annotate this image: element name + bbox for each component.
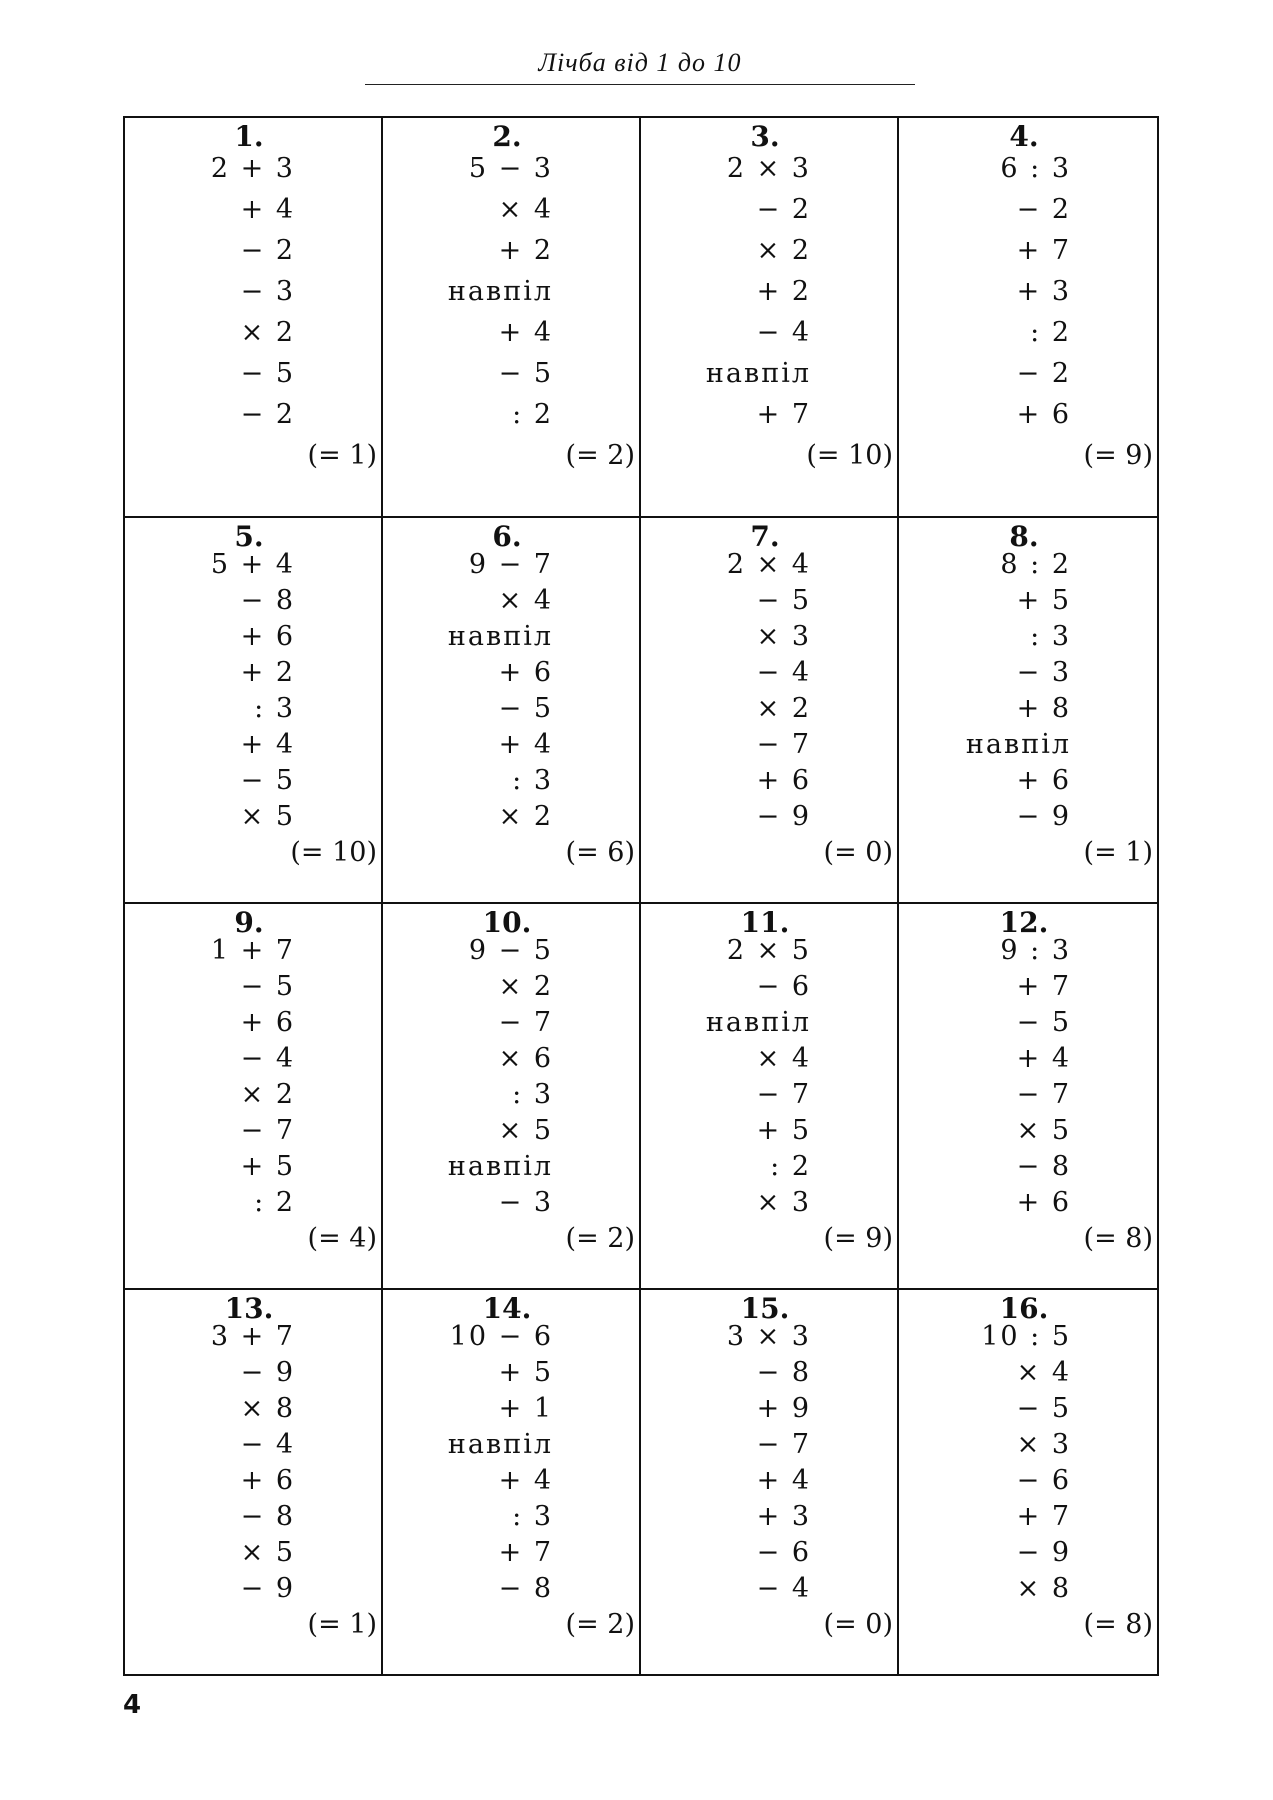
header-rule bbox=[365, 84, 915, 85]
operation-line: + 1 bbox=[498, 1393, 553, 1424]
exercise-cell bbox=[383, 518, 641, 904]
operation-line: − 9 bbox=[1016, 1537, 1071, 1568]
operation-line: навпіл bbox=[965, 729, 1071, 760]
exercise-cell bbox=[641, 1290, 899, 1674]
operation-line: + 6 bbox=[498, 657, 553, 688]
operation-line: − 7 bbox=[756, 729, 811, 760]
exercise-cell bbox=[125, 904, 383, 1290]
operation-line: − 5 bbox=[498, 358, 553, 389]
operation-line: : 3 bbox=[512, 1501, 553, 1532]
answer-label: (= 2) bbox=[565, 440, 635, 471]
exercise-cell bbox=[125, 518, 383, 904]
operation-line: × 6 bbox=[498, 1043, 553, 1074]
operation-line: 2 + 3 bbox=[210, 153, 295, 184]
answer-label: (= 1) bbox=[307, 1609, 377, 1640]
operation-line: : 2 bbox=[1030, 317, 1071, 348]
answer-label: (= 8) bbox=[1083, 1223, 1153, 1254]
exercise-cell bbox=[125, 118, 383, 518]
operation-line: × 2 bbox=[498, 971, 553, 1002]
operation-line: − 2 bbox=[756, 194, 811, 225]
answer-label: (= 9) bbox=[1083, 440, 1153, 471]
operation-line: − 7 bbox=[1016, 1079, 1071, 1110]
answer-label: (= 9) bbox=[823, 1223, 893, 1254]
exercise-number: 11. bbox=[740, 906, 790, 939]
operation-line: × 5 bbox=[1016, 1115, 1071, 1146]
exercise-cell bbox=[383, 904, 641, 1290]
operation-line: 2 × 3 bbox=[726, 153, 811, 184]
operation-line: − 7 bbox=[756, 1429, 811, 1460]
running-header: Лічба від 1 до 10 bbox=[538, 48, 742, 77]
exercise-number: 5. bbox=[234, 520, 264, 553]
operation-line: + 4 bbox=[756, 1465, 811, 1496]
operation-line: × 5 bbox=[240, 1537, 295, 1568]
operation-line: − 8 bbox=[1016, 1151, 1071, 1182]
operation-line: + 6 bbox=[240, 621, 295, 652]
operation-line: − 4 bbox=[756, 657, 811, 688]
exercise-cell bbox=[899, 1290, 1157, 1674]
operation-line: 2 × 5 bbox=[726, 935, 811, 966]
operation-line: + 4 bbox=[498, 1465, 553, 1496]
operation-line: × 8 bbox=[240, 1393, 295, 1424]
operation-line: 8 : 2 bbox=[1000, 549, 1071, 580]
answer-label: (= 2) bbox=[565, 1609, 635, 1640]
answer-label: (= 0) bbox=[823, 1609, 893, 1640]
operation-line: − 9 bbox=[240, 1357, 295, 1388]
operation-line: + 4 bbox=[498, 317, 553, 348]
operation-line: + 5 bbox=[240, 1151, 295, 1182]
operation-line: × 3 bbox=[756, 1187, 811, 1218]
operation-line: 10 − 6 bbox=[449, 1321, 553, 1352]
operation-line: × 2 bbox=[240, 317, 295, 348]
operation-line: + 6 bbox=[1016, 765, 1071, 796]
operation-line: − 8 bbox=[240, 1501, 295, 1532]
exercise-number: 4. bbox=[1009, 120, 1039, 153]
exercise-number: 15. bbox=[740, 1292, 790, 1325]
operation-line: + 3 bbox=[756, 1501, 811, 1532]
answer-label: (= 2) bbox=[565, 1223, 635, 1254]
operation-line: : 2 bbox=[254, 1187, 295, 1218]
operation-line: × 2 bbox=[498, 801, 553, 832]
operation-line: − 8 bbox=[498, 1573, 553, 1604]
operation-line: − 6 bbox=[756, 1537, 811, 1568]
operation-line: навпіл bbox=[447, 1151, 553, 1182]
operation-line: − 7 bbox=[240, 1115, 295, 1146]
exercise-cell bbox=[899, 904, 1157, 1290]
operation-line: + 3 bbox=[1016, 276, 1071, 307]
exercise-number: 16. bbox=[999, 1292, 1049, 1325]
operation-line: − 8 bbox=[756, 1357, 811, 1388]
operation-line: − 5 bbox=[498, 693, 553, 724]
answer-label: (= 8) bbox=[1083, 1609, 1153, 1640]
exercise-cell bbox=[899, 518, 1157, 904]
exercise-number: 10. bbox=[482, 906, 532, 939]
operation-line: − 5 bbox=[240, 765, 295, 796]
operation-line: + 4 bbox=[240, 194, 295, 225]
operation-line: − 9 bbox=[1016, 801, 1071, 832]
operation-line: × 5 bbox=[498, 1115, 553, 1146]
exercise-number: 14. bbox=[482, 1292, 532, 1325]
operation-line: × 2 bbox=[756, 693, 811, 724]
operation-line: × 5 bbox=[240, 801, 295, 832]
operation-line: : 3 bbox=[254, 693, 295, 724]
operation-line: × 2 bbox=[756, 235, 811, 266]
exercise-number: 2. bbox=[492, 120, 522, 153]
operation-line: − 2 bbox=[240, 399, 295, 430]
answer-label: (= 0) bbox=[823, 837, 893, 868]
operation-line: 5 − 3 bbox=[468, 153, 553, 184]
operation-line: − 2 bbox=[240, 235, 295, 266]
operation-line: 9 : 3 bbox=[1000, 935, 1071, 966]
operation-line: : 3 bbox=[512, 1079, 553, 1110]
operation-line: + 7 bbox=[1016, 1501, 1071, 1532]
operation-line: 3 + 7 bbox=[210, 1321, 295, 1352]
operation-line: + 4 bbox=[498, 729, 553, 760]
exercise-cell bbox=[899, 118, 1157, 518]
operation-line: − 7 bbox=[756, 1079, 811, 1110]
exercise-cell bbox=[641, 518, 899, 904]
exercise-number: 8. bbox=[1009, 520, 1039, 553]
operation-line: + 2 bbox=[756, 276, 811, 307]
exercise-number: 13. bbox=[224, 1292, 274, 1325]
operation-line: + 4 bbox=[1016, 1043, 1071, 1074]
operation-line: + 7 bbox=[1016, 971, 1071, 1002]
operation-line: − 5 bbox=[1016, 1393, 1071, 1424]
operation-line: 9 − 7 bbox=[468, 549, 553, 580]
operation-line: − 5 bbox=[756, 585, 811, 616]
operation-line: 6 : 3 bbox=[1000, 153, 1071, 184]
operation-line: + 5 bbox=[756, 1115, 811, 1146]
operation-line: × 2 bbox=[240, 1079, 295, 1110]
operation-line: × 4 bbox=[498, 585, 553, 616]
operation-line: 3 × 3 bbox=[726, 1321, 811, 1352]
operation-line: + 4 bbox=[240, 729, 295, 760]
operation-line: + 6 bbox=[1016, 1187, 1071, 1218]
operation-line: − 4 bbox=[756, 317, 811, 348]
operation-line: : 2 bbox=[770, 1151, 811, 1182]
operation-line: − 3 bbox=[240, 276, 295, 307]
operation-line: × 3 bbox=[756, 621, 811, 652]
exercise-grid bbox=[123, 116, 1159, 1676]
operation-line: − 3 bbox=[498, 1187, 553, 1218]
operation-line: навпіл bbox=[447, 621, 553, 652]
operation-line: × 3 bbox=[1016, 1429, 1071, 1460]
operation-line: навпіл bbox=[447, 276, 553, 307]
operation-line: − 7 bbox=[498, 1007, 553, 1038]
operation-line: − 5 bbox=[240, 971, 295, 1002]
operation-line: 10 : 5 bbox=[981, 1321, 1071, 1352]
operation-line: + 6 bbox=[1016, 399, 1071, 430]
operation-line: − 4 bbox=[240, 1043, 295, 1074]
operation-line: 9 − 5 bbox=[468, 935, 553, 966]
exercise-number: 3. bbox=[750, 120, 780, 153]
answer-label: (= 6) bbox=[565, 837, 635, 868]
operation-line: − 4 bbox=[756, 1573, 811, 1604]
operation-line: − 2 bbox=[1016, 358, 1071, 389]
operation-line: − 9 bbox=[756, 801, 811, 832]
operation-line: + 5 bbox=[498, 1357, 553, 1388]
operation-line: + 5 bbox=[1016, 585, 1071, 616]
page-number: 4 bbox=[123, 1690, 142, 1720]
exercise-number: 6. bbox=[492, 520, 522, 553]
answer-label: (= 4) bbox=[307, 1223, 377, 1254]
exercise-cell bbox=[641, 118, 899, 518]
exercise-cell bbox=[383, 118, 641, 518]
exercise-cell bbox=[125, 1290, 383, 1674]
operation-line: : 2 bbox=[512, 399, 553, 430]
exercise-number: 12. bbox=[999, 906, 1049, 939]
operation-line: 5 + 4 bbox=[210, 549, 295, 580]
operation-line: − 2 bbox=[1016, 194, 1071, 225]
operation-line: + 2 bbox=[498, 235, 553, 266]
operation-line: + 6 bbox=[240, 1465, 295, 1496]
operation-line: : 3 bbox=[1030, 621, 1071, 652]
operation-line: + 6 bbox=[756, 765, 811, 796]
exercise-number: 9. bbox=[234, 906, 264, 939]
operation-line: + 7 bbox=[498, 1537, 553, 1568]
answer-label: (= 1) bbox=[1083, 837, 1153, 868]
answer-label: (= 10) bbox=[806, 440, 893, 471]
operation-line: навпіл bbox=[705, 358, 811, 389]
exercise-number: 1. bbox=[234, 120, 264, 153]
operation-line: + 2 bbox=[240, 657, 295, 688]
exercise-cell bbox=[383, 1290, 641, 1674]
operation-line: + 8 bbox=[1016, 693, 1071, 724]
operation-line: − 4 bbox=[240, 1429, 295, 1460]
operation-line: + 7 bbox=[1016, 235, 1071, 266]
operation-line: : 3 bbox=[512, 765, 553, 796]
operation-line: − 8 bbox=[240, 585, 295, 616]
operation-line: навпіл bbox=[447, 1429, 553, 1460]
operation-line: + 9 bbox=[756, 1393, 811, 1424]
operation-line: − 5 bbox=[1016, 1007, 1071, 1038]
operation-line: × 8 bbox=[1016, 1573, 1071, 1604]
operation-line: × 4 bbox=[1016, 1357, 1071, 1388]
exercise-cell bbox=[641, 904, 899, 1290]
operation-line: навпіл bbox=[705, 1007, 811, 1038]
operation-line: 1 + 7 bbox=[210, 935, 295, 966]
operation-line: − 5 bbox=[240, 358, 295, 389]
answer-label: (= 1) bbox=[307, 440, 377, 471]
operation-line: − 6 bbox=[756, 971, 811, 1002]
operation-line: × 4 bbox=[498, 194, 553, 225]
operation-line: − 6 bbox=[1016, 1465, 1071, 1496]
exercise-number: 7. bbox=[750, 520, 780, 553]
answer-label: (= 10) bbox=[290, 837, 377, 868]
operation-line: − 3 bbox=[1016, 657, 1071, 688]
operation-line: − 9 bbox=[240, 1573, 295, 1604]
operation-line: 2 × 4 bbox=[726, 549, 811, 580]
operation-line: + 7 bbox=[756, 399, 811, 430]
operation-line: × 4 bbox=[756, 1043, 811, 1074]
operation-line: + 6 bbox=[240, 1007, 295, 1038]
